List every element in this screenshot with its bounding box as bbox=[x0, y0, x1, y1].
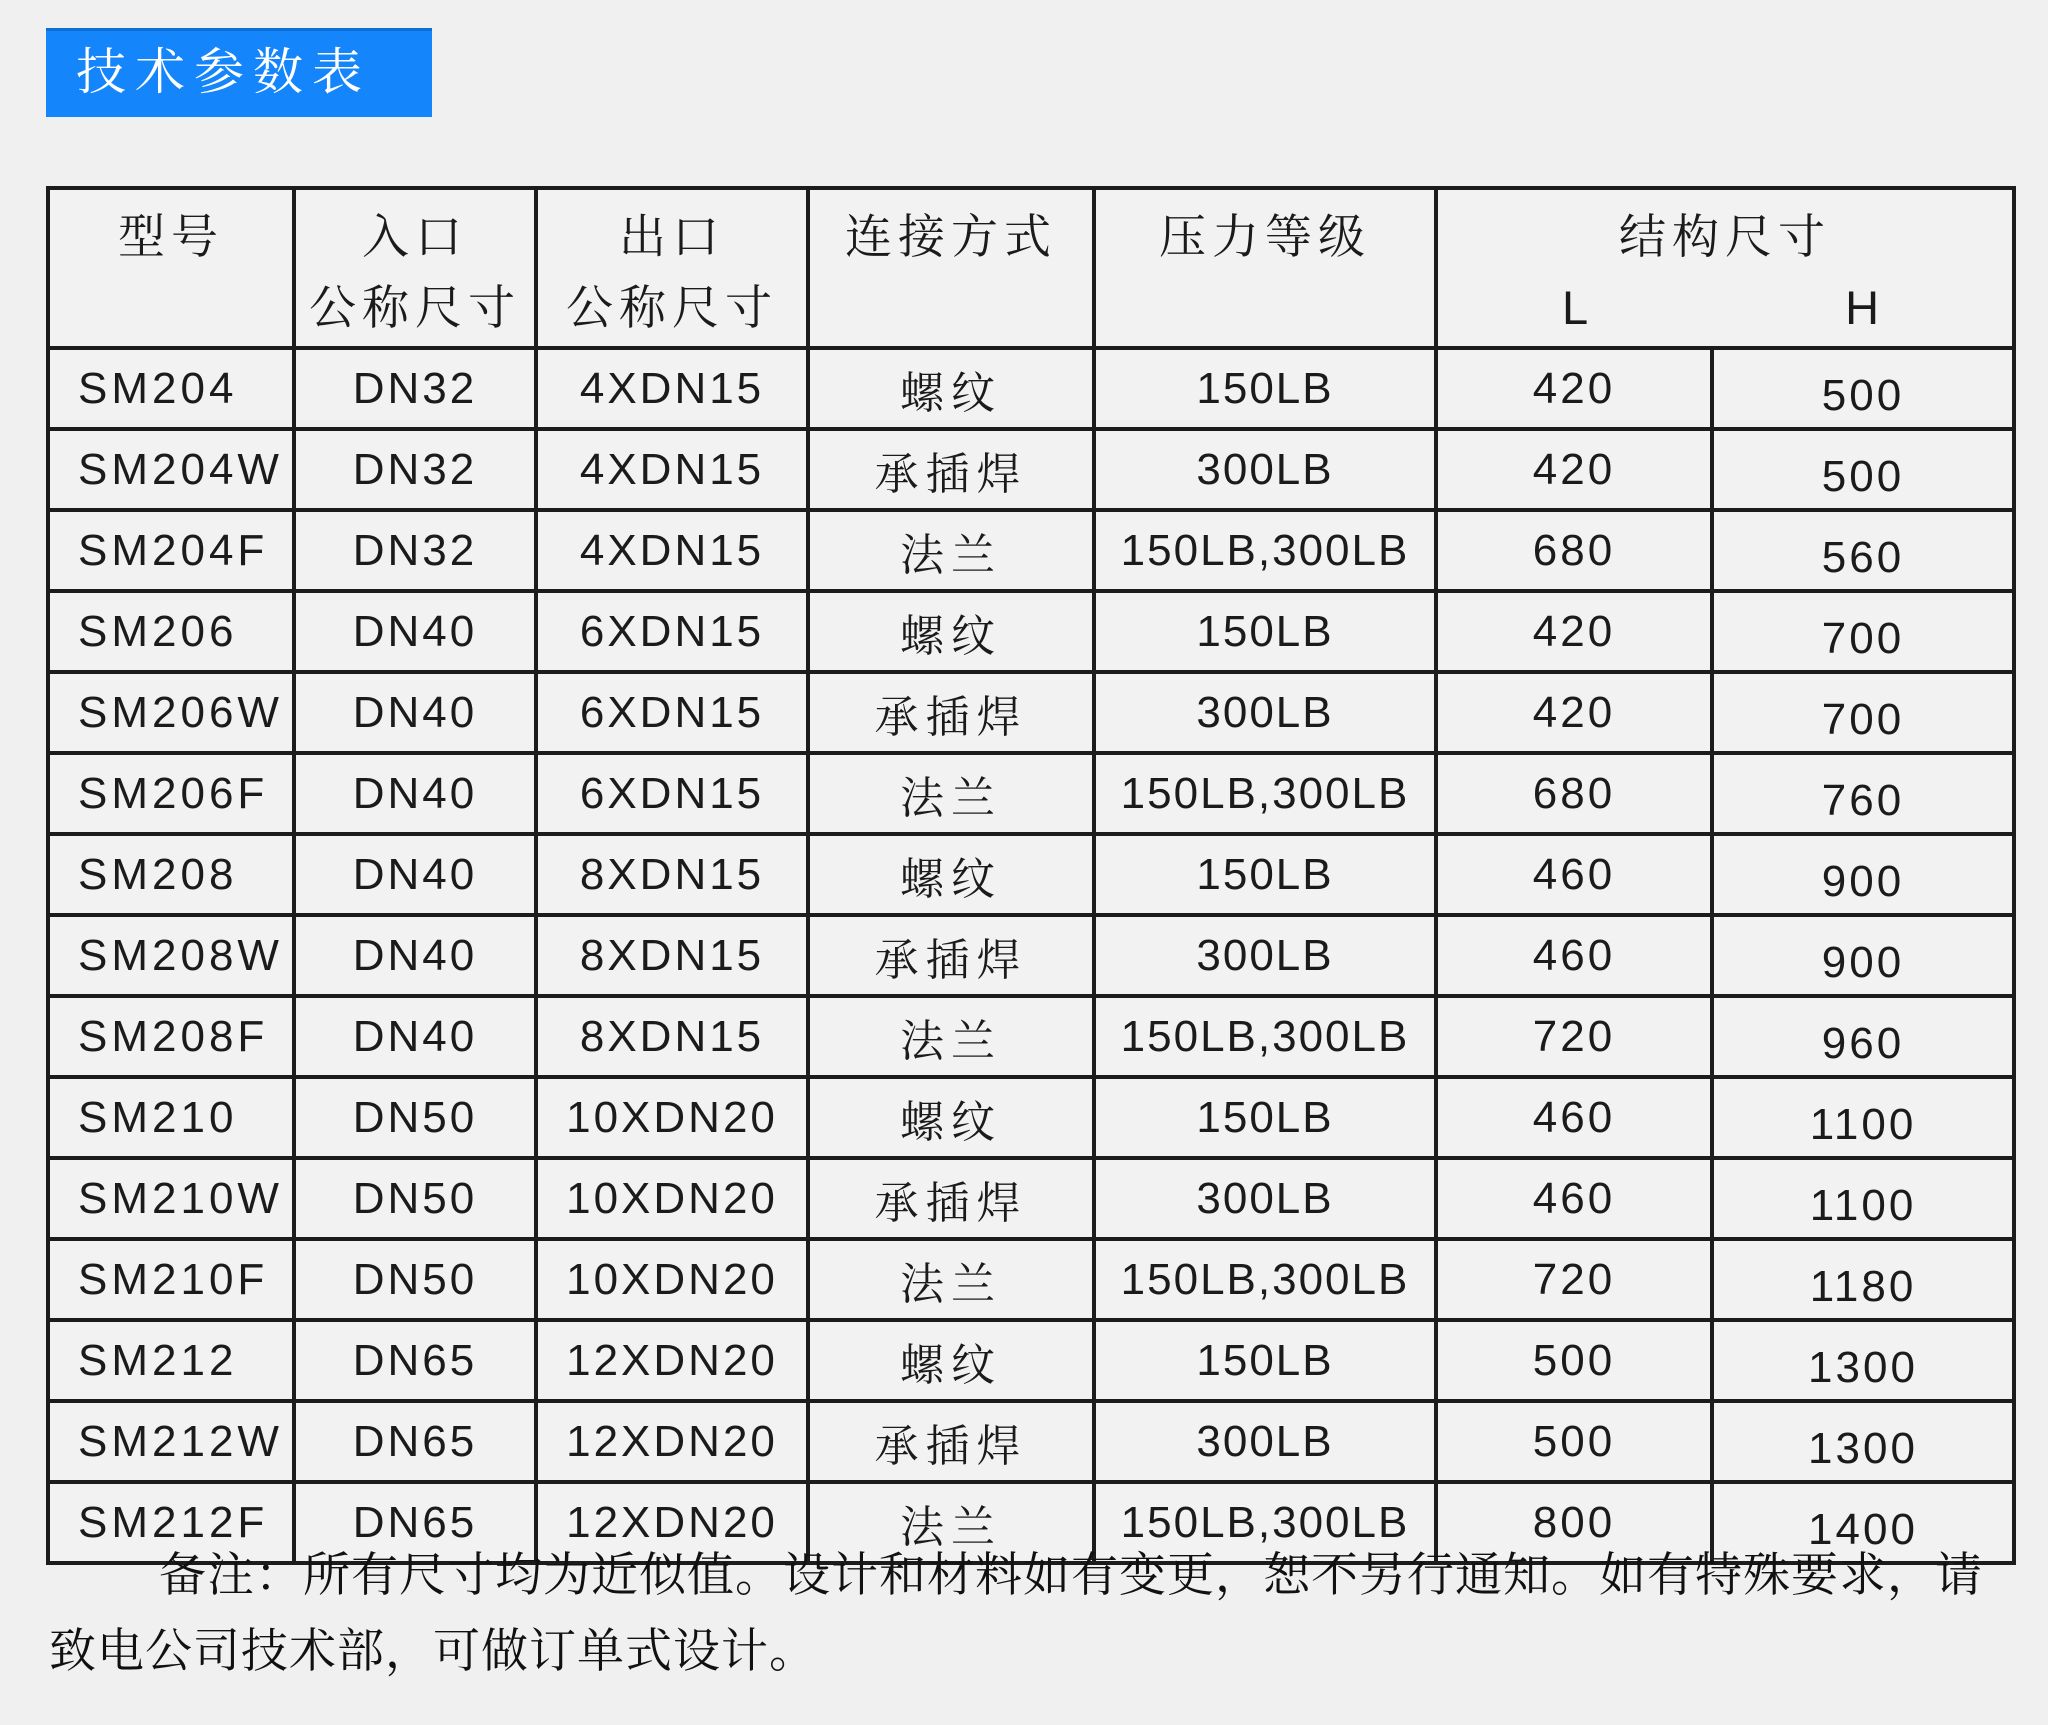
cell-outlet: 10XDN20 bbox=[536, 1158, 808, 1239]
cell-connection: 承插焊 bbox=[808, 915, 1094, 996]
cell-model: SM212F bbox=[48, 1482, 294, 1563]
cell-pressure: 150LB,300LB bbox=[1094, 1482, 1436, 1563]
cell-dim-h: 960 bbox=[1712, 996, 2014, 1077]
cell-outlet: 4XDN15 bbox=[536, 348, 808, 429]
cell-outlet: 6XDN15 bbox=[536, 672, 808, 753]
cell-pressure: 150LB bbox=[1094, 591, 1436, 672]
cell-inlet: DN40 bbox=[294, 834, 536, 915]
table-row bbox=[48, 753, 2014, 834]
cell-dim-h: 1180 bbox=[1712, 1239, 2014, 1320]
table-row bbox=[48, 1401, 2014, 1482]
cell-pressure: 150LB bbox=[1094, 834, 1436, 915]
cell-inlet: DN50 bbox=[294, 1158, 536, 1239]
cell-inlet: DN32 bbox=[294, 348, 536, 429]
cell-outlet: 6XDN15 bbox=[536, 591, 808, 672]
cell-inlet: DN50 bbox=[294, 1239, 536, 1320]
table-header-row bbox=[48, 188, 2014, 348]
cell-connection: 承插焊 bbox=[808, 429, 1094, 510]
cell-inlet: DN40 bbox=[294, 915, 536, 996]
cell-model: SM206F bbox=[48, 753, 294, 834]
cell-pressure: 150LB bbox=[1094, 1077, 1436, 1158]
cell-connection: 螺纹 bbox=[808, 1320, 1094, 1401]
cell-outlet: 4XDN15 bbox=[536, 510, 808, 591]
cell-connection: 承插焊 bbox=[808, 1401, 1094, 1482]
table-row bbox=[48, 429, 2014, 510]
cell-connection: 螺纹 bbox=[808, 348, 1094, 429]
cell-dim-h: 900 bbox=[1712, 834, 2014, 915]
cell-dim-l: 420 bbox=[1436, 672, 1712, 753]
cell-dim-l: 720 bbox=[1436, 1239, 1712, 1320]
cell-dim-h: 700 bbox=[1712, 591, 2014, 672]
cell-inlet: DN50 bbox=[294, 1077, 536, 1158]
cell-pressure: 300LB bbox=[1094, 429, 1436, 510]
cell-pressure: 150LB,300LB bbox=[1094, 1239, 1436, 1320]
cell-dim-h: 1300 bbox=[1712, 1401, 2014, 1482]
cell-model: SM206W bbox=[48, 672, 294, 753]
cell-dim-l: 800 bbox=[1436, 1482, 1712, 1563]
cell-dim-h: 760 bbox=[1712, 753, 2014, 834]
cell-dim-l: 500 bbox=[1436, 1320, 1712, 1401]
cell-connection: 承插焊 bbox=[808, 672, 1094, 753]
cell-inlet: DN65 bbox=[294, 1482, 536, 1563]
page-title: 技术参数表 bbox=[76, 44, 371, 100]
cell-dim-h: 500 bbox=[1712, 348, 2014, 429]
cell-model: SM210W bbox=[48, 1158, 294, 1239]
cell-outlet: 8XDN15 bbox=[536, 996, 808, 1077]
cell-model: SM208F bbox=[48, 996, 294, 1077]
cell-connection: 法兰 bbox=[808, 1482, 1094, 1563]
table-row bbox=[48, 915, 2014, 996]
cell-dim-l: 460 bbox=[1436, 1077, 1712, 1158]
cell-model: SM208W bbox=[48, 915, 294, 996]
cell-pressure: 150LB bbox=[1094, 348, 1436, 429]
cell-pressure: 300LB bbox=[1094, 915, 1436, 996]
col-header-connection: 连接方式 bbox=[808, 188, 1094, 348]
cell-dim-l: 420 bbox=[1436, 591, 1712, 672]
cell-inlet: DN65 bbox=[294, 1401, 536, 1482]
col-header-pressure: 压力等级 bbox=[1094, 188, 1436, 348]
table-row bbox=[48, 1239, 2014, 1320]
table-row bbox=[48, 510, 2014, 591]
cell-connection: 承插焊 bbox=[808, 1158, 1094, 1239]
cell-model: SM204 bbox=[48, 348, 294, 429]
spec-table bbox=[46, 186, 2016, 1565]
cell-pressure: 300LB bbox=[1094, 1158, 1436, 1239]
cell-outlet: 10XDN20 bbox=[536, 1239, 808, 1320]
table-row bbox=[48, 348, 2014, 429]
cell-inlet: DN40 bbox=[294, 591, 536, 672]
cell-model: SM206 bbox=[48, 591, 294, 672]
cell-inlet: DN65 bbox=[294, 1320, 536, 1401]
cell-dim-l: 680 bbox=[1436, 753, 1712, 834]
cell-dim-l: 460 bbox=[1436, 915, 1712, 996]
cell-pressure: 150LB,300LB bbox=[1094, 510, 1436, 591]
cell-model: SM212W bbox=[48, 1401, 294, 1482]
cell-model: SM204W bbox=[48, 429, 294, 510]
footnote bbox=[49, 1538, 2014, 1690]
cell-pressure: 300LB bbox=[1094, 672, 1436, 753]
table-row bbox=[48, 1158, 2014, 1239]
cell-dim-h: 700 bbox=[1712, 672, 2014, 753]
cell-pressure: 150LB,300LB bbox=[1094, 996, 1436, 1077]
cell-dim-l: 680 bbox=[1436, 510, 1712, 591]
cell-dim-l: 460 bbox=[1436, 1158, 1712, 1239]
cell-inlet: DN32 bbox=[294, 429, 536, 510]
cell-inlet: DN40 bbox=[294, 996, 536, 1077]
footnote-line1: 备注：所有尺寸均为近似值。设计和材料如有变更，恕不另行通知。如有特殊要求，请 bbox=[159, 1550, 1983, 1602]
page-title-badge bbox=[46, 28, 432, 117]
cell-connection: 法兰 bbox=[808, 510, 1094, 591]
cell-inlet: DN40 bbox=[294, 672, 536, 753]
table-row bbox=[48, 1077, 2014, 1158]
cell-pressure: 150LB bbox=[1094, 1320, 1436, 1401]
cell-dim-l: 460 bbox=[1436, 834, 1712, 915]
cell-pressure: 150LB,300LB bbox=[1094, 753, 1436, 834]
cell-outlet: 12XDN20 bbox=[536, 1320, 808, 1401]
table-row bbox=[48, 1320, 2014, 1401]
cell-model: SM210F bbox=[48, 1239, 294, 1320]
cell-dim-l: 500 bbox=[1436, 1401, 1712, 1482]
table-row bbox=[48, 834, 2014, 915]
cell-model: SM204F bbox=[48, 510, 294, 591]
cell-connection: 法兰 bbox=[808, 1239, 1094, 1320]
cell-outlet: 8XDN15 bbox=[536, 834, 808, 915]
cell-dim-h: 560 bbox=[1712, 510, 2014, 591]
cell-dim-h: 1400 bbox=[1712, 1482, 2014, 1563]
table-row bbox=[48, 591, 2014, 672]
cell-dim-l: 420 bbox=[1436, 429, 1712, 510]
cell-connection: 螺纹 bbox=[808, 591, 1094, 672]
cell-dim-h: 900 bbox=[1712, 915, 2014, 996]
cell-dim-l: 420 bbox=[1436, 348, 1712, 429]
cell-connection: 法兰 bbox=[808, 996, 1094, 1077]
cell-model: SM210 bbox=[48, 1077, 294, 1158]
col-header-dimensions: 结构尺寸 L H bbox=[1436, 188, 2014, 348]
cell-connection: 螺纹 bbox=[808, 1077, 1094, 1158]
cell-dim-h: 1300 bbox=[1712, 1320, 2014, 1401]
col-header-model: 型号 bbox=[48, 188, 294, 348]
footnote-line2: 致电公司技术部，可做订单式设计。 bbox=[49, 1626, 817, 1678]
cell-connection: 法兰 bbox=[808, 753, 1094, 834]
cell-dim-h: 500 bbox=[1712, 429, 2014, 510]
table-row bbox=[48, 996, 2014, 1077]
col-header-inlet: 入口 公称尺寸 bbox=[294, 188, 536, 348]
cell-inlet: DN40 bbox=[294, 753, 536, 834]
cell-dim-l: 720 bbox=[1436, 996, 1712, 1077]
cell-dim-h: 1100 bbox=[1712, 1158, 2014, 1239]
cell-dim-h: 1100 bbox=[1712, 1077, 2014, 1158]
cell-inlet: DN32 bbox=[294, 510, 536, 591]
col-header-dim-l: L bbox=[1561, 281, 1589, 334]
cell-outlet: 12XDN20 bbox=[536, 1401, 808, 1482]
table-row bbox=[48, 672, 2014, 753]
cell-outlet: 12XDN20 bbox=[536, 1482, 808, 1563]
col-header-dim-h: H bbox=[1845, 281, 1880, 334]
cell-outlet: 4XDN15 bbox=[536, 429, 808, 510]
cell-outlet: 8XDN15 bbox=[536, 915, 808, 996]
cell-outlet: 10XDN20 bbox=[536, 1077, 808, 1158]
cell-pressure: 300LB bbox=[1094, 1401, 1436, 1482]
cell-outlet: 6XDN15 bbox=[536, 753, 808, 834]
cell-model: SM208 bbox=[48, 834, 294, 915]
cell-model: SM212 bbox=[48, 1320, 294, 1401]
col-header-outlet: 出口 公称尺寸 bbox=[536, 188, 808, 348]
cell-connection: 螺纹 bbox=[808, 834, 1094, 915]
